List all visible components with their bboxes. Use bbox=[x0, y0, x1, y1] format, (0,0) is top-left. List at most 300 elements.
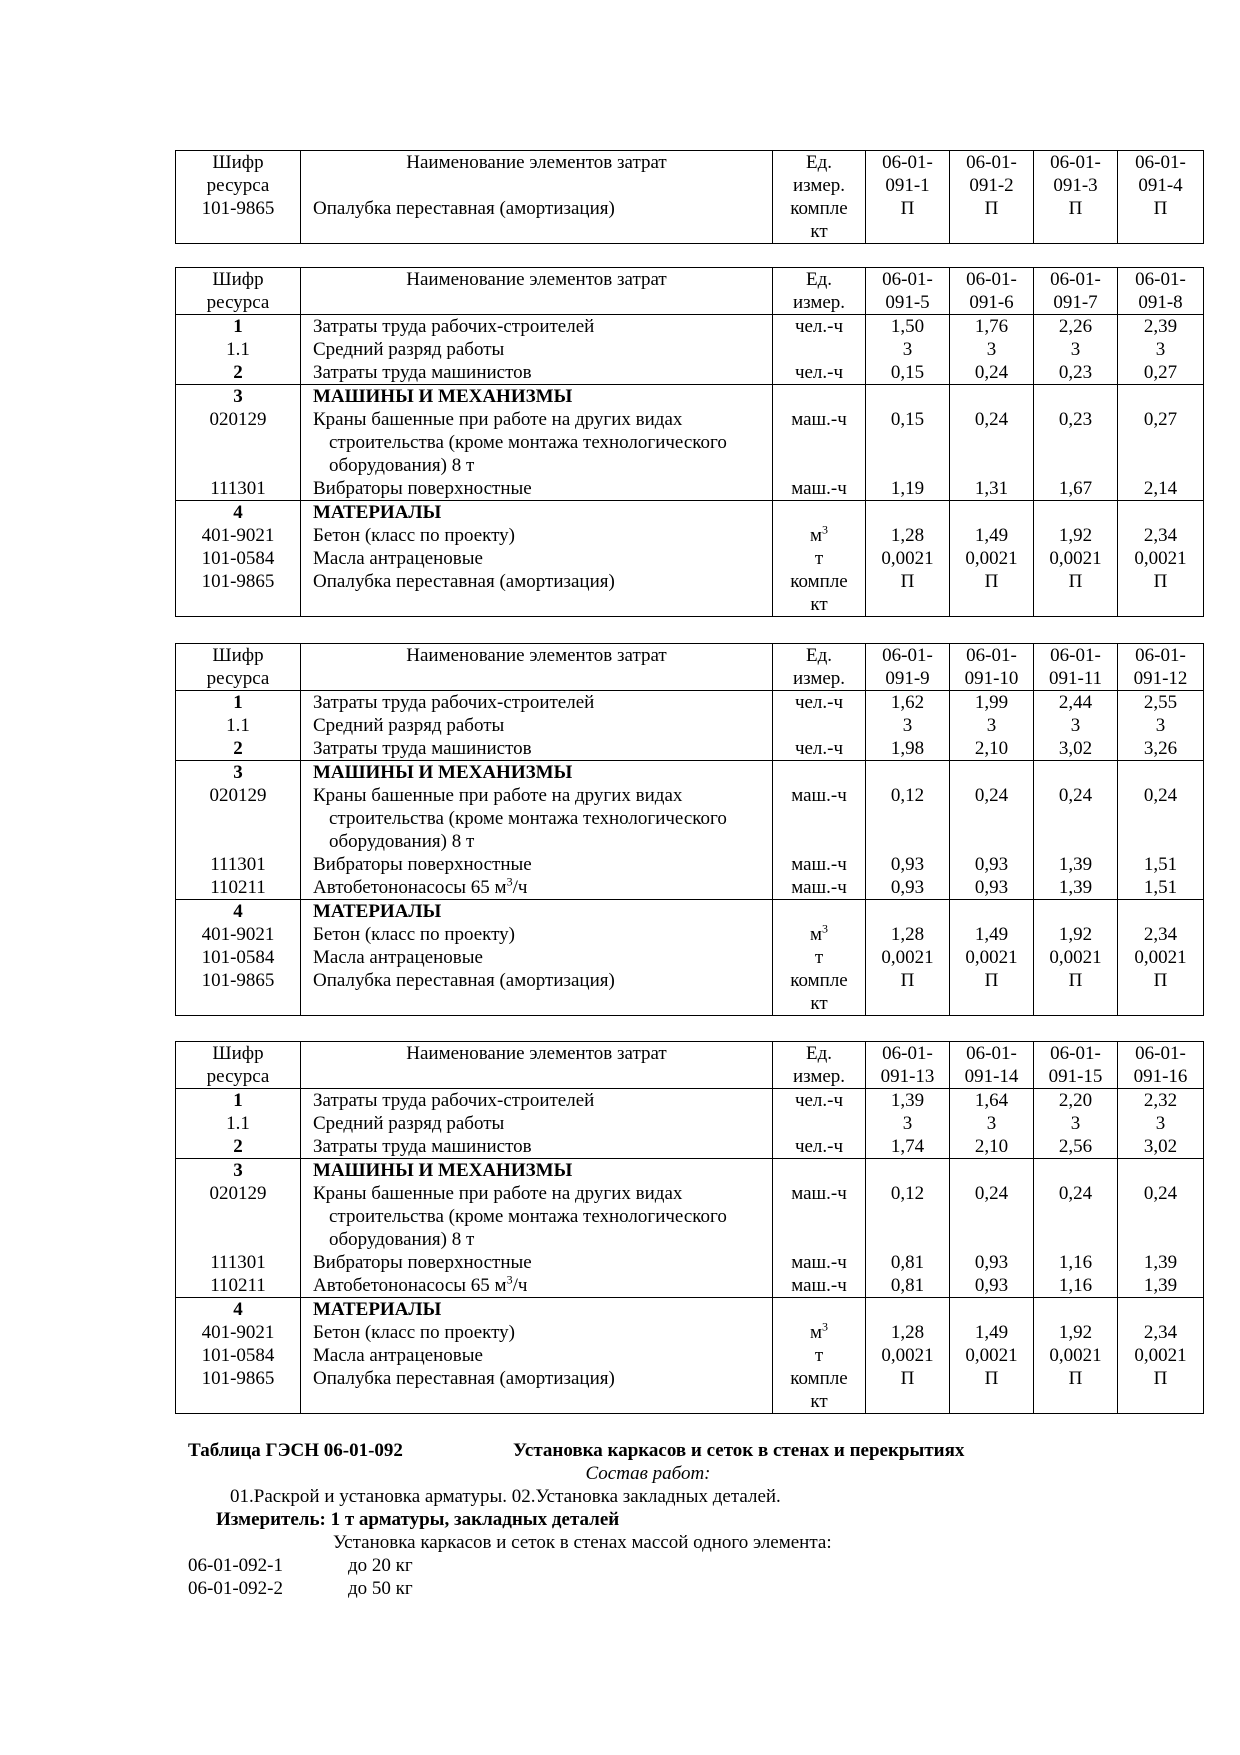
unit: чел.-ч bbox=[773, 1089, 866, 1113]
table-row bbox=[176, 969, 1204, 1016]
column-code: 06-01- bbox=[1135, 152, 1186, 173]
value-cell: 0,0021 bbox=[1034, 946, 1118, 969]
column-code-suffix: 091-9 bbox=[885, 668, 930, 689]
row-number: 3 bbox=[176, 761, 301, 785]
unit: чел.-ч bbox=[773, 691, 866, 715]
column-code: 06-01- bbox=[1050, 152, 1101, 173]
unit: маш.-ч bbox=[773, 1182, 866, 1251]
column-code-suffix: 091-5 bbox=[885, 292, 930, 313]
value-cell: 0,0021 bbox=[950, 547, 1034, 570]
column-code: 06-01- bbox=[882, 152, 933, 173]
resource-name: Опалубка переставная (амортизация) bbox=[301, 969, 773, 1016]
table-row bbox=[176, 1135, 1204, 1159]
table-row bbox=[176, 477, 1204, 501]
unit-line2: кт bbox=[810, 1391, 828, 1412]
row-number: 2 bbox=[176, 737, 301, 761]
code-header: Шифр bbox=[212, 269, 264, 290]
value-cell: П bbox=[950, 1367, 1034, 1414]
value-cell: 0,24 bbox=[1034, 1182, 1118, 1251]
value-cell: 1,39 bbox=[1034, 876, 1118, 900]
resource-table-091-9-12 bbox=[175, 643, 1204, 1016]
value-cell: 3 bbox=[1118, 714, 1204, 737]
list-item bbox=[188, 1554, 1208, 1577]
pump-name-suffix: /ч bbox=[512, 877, 528, 898]
column-code: 06-01- bbox=[966, 1043, 1017, 1064]
resource-code: 101-9865 bbox=[176, 1367, 301, 1414]
value-cell: П bbox=[1034, 1367, 1118, 1414]
value-cell: 0,0021 bbox=[1118, 946, 1204, 969]
unit-header: Ед. bbox=[805, 645, 833, 666]
value-cell: 0,93 bbox=[950, 1251, 1034, 1274]
resource-name: Опалубка переставная (амортизация) bbox=[301, 570, 773, 617]
value-cell: 3 bbox=[950, 714, 1034, 737]
value-cell: 3 bbox=[1034, 714, 1118, 737]
column-code-suffix: 091-7 bbox=[1053, 292, 1098, 313]
row-number: 1.1 bbox=[176, 714, 301, 737]
column-code-suffix: 091-14 bbox=[964, 1066, 1019, 1087]
value-cell: П bbox=[1034, 197, 1118, 244]
name-header: Наименование элементов затрат bbox=[406, 152, 667, 173]
resource-code: 020129 bbox=[176, 784, 301, 853]
resource-table-091-13-16 bbox=[175, 1041, 1204, 1414]
value-cell: 0,93 bbox=[866, 876, 950, 900]
unit-superscript: 3 bbox=[822, 921, 829, 936]
unit: маш.-ч bbox=[773, 477, 866, 501]
unit-header: Ед. bbox=[805, 269, 833, 290]
resource-code: 101-9865 bbox=[176, 197, 301, 244]
value-cell: 1,16 bbox=[1034, 1274, 1118, 1298]
value-cell: 2,20 bbox=[1034, 1089, 1118, 1113]
value-cell: 3 bbox=[950, 338, 1034, 361]
resource-name: Краны башенные при работе на других видах строительства (кроме монтажа технологического оборудования) 8 т bbox=[313, 785, 727, 852]
column-code: 06-01- bbox=[1050, 1043, 1101, 1064]
value-cell: 0,24 bbox=[950, 784, 1034, 853]
composition-text: 01.Раскрой и установка арматуры. 02.Установка закладных деталей. bbox=[230, 1486, 781, 1507]
value-cell: 0,24 bbox=[1118, 1182, 1204, 1251]
resource-name bbox=[301, 1274, 773, 1298]
value-cell: 0,0021 bbox=[866, 1344, 950, 1367]
unit: маш.-ч bbox=[773, 784, 866, 853]
table-header-row bbox=[176, 644, 1204, 691]
resource-code: 101-0584 bbox=[176, 946, 301, 969]
resource-name: Средний разряд работы bbox=[301, 1112, 773, 1135]
value-cell: 0,0021 bbox=[1118, 547, 1204, 570]
table-row bbox=[176, 338, 1204, 361]
value-cell: 2,32 bbox=[1118, 1089, 1204, 1113]
unit bbox=[773, 1321, 866, 1344]
table-row bbox=[176, 1089, 1204, 1113]
value-cell: 1,51 bbox=[1118, 853, 1204, 876]
table-row bbox=[176, 1367, 1204, 1414]
value-cell: 0,12 bbox=[866, 784, 950, 853]
value-cell: 0,0021 bbox=[866, 547, 950, 570]
resource-name: Краны башенные при работе на других видах строительства (кроме монтажа технологического оборудования) 8 т bbox=[313, 1183, 727, 1250]
unit-line2: кт bbox=[810, 221, 828, 242]
value-cell: 1,92 bbox=[1034, 524, 1118, 547]
table-header-row bbox=[176, 268, 1204, 315]
table-row bbox=[176, 853, 1204, 876]
name-header: Наименование элементов затрат bbox=[406, 269, 667, 290]
column-code: 06-01- bbox=[882, 1043, 933, 1064]
table-row bbox=[176, 1344, 1204, 1367]
resource-name: Затраты труда машинистов bbox=[301, 1135, 773, 1159]
resource-name: Опалубка переставная (амортизация) bbox=[301, 197, 773, 244]
resource-code: 110211 bbox=[176, 1274, 301, 1298]
value-cell: 0,0021 bbox=[1034, 1344, 1118, 1367]
value-cell: 0,81 bbox=[866, 1251, 950, 1274]
column-code-suffix: 091-2 bbox=[969, 175, 1014, 196]
composition-title: Состав работ: bbox=[585, 1463, 711, 1484]
resource-code: 401-9021 bbox=[176, 923, 301, 946]
table-row bbox=[176, 524, 1204, 547]
table-row bbox=[176, 691, 1204, 715]
resource-name: Масла антраценовые bbox=[301, 946, 773, 969]
unit bbox=[773, 524, 866, 547]
table-row bbox=[176, 547, 1204, 570]
column-code-suffix: 091-15 bbox=[1048, 1066, 1103, 1087]
table-row bbox=[176, 197, 1204, 244]
code-header: Шифр bbox=[212, 645, 264, 666]
column-code: 06-01- bbox=[1050, 645, 1101, 666]
section-title: МАШИНЫ И МЕХАНИЗМЫ bbox=[301, 1159, 773, 1183]
value-cell: 1,76 bbox=[950, 315, 1034, 339]
resource-name: Вибраторы поверхностные bbox=[301, 477, 773, 501]
section-title: МАТЕРИАЛЫ bbox=[301, 501, 773, 525]
value-cell: 2,14 bbox=[1118, 477, 1204, 501]
resource-name: Масла антраценовые bbox=[301, 1344, 773, 1367]
table-row bbox=[176, 315, 1204, 339]
value-cell: П bbox=[1034, 570, 1118, 617]
value-cell: 1,67 bbox=[1034, 477, 1118, 501]
item-code: 06-01-092-1 bbox=[188, 1555, 283, 1576]
value-cell: 0,81 bbox=[866, 1274, 950, 1298]
value-cell: 1,98 bbox=[866, 737, 950, 761]
resource-code: 101-9865 bbox=[176, 969, 301, 1016]
row-number: 3 bbox=[176, 385, 301, 409]
value-cell: П bbox=[1118, 969, 1204, 1016]
unit: чел.-ч bbox=[773, 315, 866, 339]
resource-name: Затраты труда рабочих-строителей bbox=[301, 1089, 773, 1113]
unit-header: Ед. bbox=[805, 152, 833, 173]
code-header: Шифр bbox=[212, 1043, 264, 1064]
resource-name: Затраты труда машинистов bbox=[301, 361, 773, 385]
item-text: до 20 кг bbox=[348, 1555, 413, 1576]
value-cell: 1,39 bbox=[1118, 1251, 1204, 1274]
table-row bbox=[176, 784, 1204, 853]
value-cell: 3 bbox=[866, 1112, 950, 1135]
resource-code: 101-9865 bbox=[176, 570, 301, 617]
name-header: Наименование элементов затрат bbox=[406, 1043, 667, 1064]
column-code: 06-01- bbox=[1050, 269, 1101, 290]
code-header-line2: ресурса bbox=[206, 292, 270, 313]
resource-name: Средний разряд работы bbox=[301, 714, 773, 737]
value-cell: П bbox=[1118, 197, 1204, 244]
value-cell: 1,31 bbox=[950, 477, 1034, 501]
value-cell: 0,93 bbox=[950, 853, 1034, 876]
row-number: 1 bbox=[176, 1089, 301, 1113]
column-code-suffix: 091-4 bbox=[1138, 175, 1183, 196]
value-cell: 1,28 bbox=[866, 1321, 950, 1344]
column-code: 06-01- bbox=[966, 152, 1017, 173]
value-cell: 3 bbox=[866, 338, 950, 361]
value-cell: 3 bbox=[1034, 1112, 1118, 1135]
resource-name: Вибраторы поверхностные bbox=[301, 853, 773, 876]
column-code-suffix: 091-11 bbox=[1048, 668, 1103, 689]
row-number: 3 bbox=[176, 1159, 301, 1183]
code-header-line2: ресурса bbox=[206, 175, 270, 196]
resource-code: 401-9021 bbox=[176, 524, 301, 547]
value-cell: 1,99 bbox=[950, 691, 1034, 715]
unit: маш.-ч bbox=[773, 1274, 866, 1298]
column-code-suffix: 091-8 bbox=[1138, 292, 1183, 313]
resource-table-091-1-4 bbox=[175, 150, 1204, 244]
next-table-section bbox=[188, 1439, 1208, 1600]
value-cell: 1,49 bbox=[950, 524, 1034, 547]
table-row bbox=[176, 1112, 1204, 1135]
value-cell: 0,24 bbox=[950, 361, 1034, 385]
value-cell: 3,02 bbox=[1034, 737, 1118, 761]
value-cell: П bbox=[1118, 1367, 1204, 1414]
value-cell: П bbox=[950, 197, 1034, 244]
unit-line2: кт bbox=[810, 993, 828, 1014]
row-number: 1.1 bbox=[176, 338, 301, 361]
table-row bbox=[176, 876, 1204, 900]
resource-name: Бетон (класс по проекту) bbox=[301, 923, 773, 946]
value-cell: 1,16 bbox=[1034, 1251, 1118, 1274]
value-cell: 1,39 bbox=[866, 1089, 950, 1113]
unit bbox=[773, 714, 866, 737]
value-cell: 2,55 bbox=[1118, 691, 1204, 715]
table-name: Установка каркасов и сеток в стенах и перекрытиях bbox=[513, 1440, 965, 1461]
unit: маш.-ч bbox=[773, 408, 866, 477]
resource-code: 111301 bbox=[176, 853, 301, 876]
value-cell: П bbox=[866, 197, 950, 244]
value-cell: 3 bbox=[1034, 338, 1118, 361]
value-cell: 0,23 bbox=[1034, 361, 1118, 385]
resource-name: Опалубка переставная (амортизация) bbox=[301, 1367, 773, 1414]
value-cell: 0,0021 bbox=[1118, 1344, 1204, 1367]
meter-label: Измеритель: bbox=[216, 1509, 326, 1530]
unit bbox=[773, 1112, 866, 1135]
resource-name: Бетон (класс по проекту) bbox=[301, 524, 773, 547]
value-cell: 2,34 bbox=[1118, 923, 1204, 946]
value-cell: 0,27 bbox=[1118, 408, 1204, 477]
code-header-line2: ресурса bbox=[206, 668, 270, 689]
unit bbox=[773, 923, 866, 946]
unit: чел.-ч bbox=[773, 361, 866, 385]
value-cell: 3 bbox=[866, 714, 950, 737]
column-code-suffix: 091-13 bbox=[880, 1066, 935, 1087]
resource-name: Краны башенные при работе на других видах строительства (кроме монтажа технологического оборудования) 8 т bbox=[313, 409, 727, 476]
table-header-row bbox=[176, 151, 1204, 198]
unit: т bbox=[773, 946, 866, 969]
pump-name-superscript: 3 bbox=[506, 874, 513, 889]
column-code-suffix: 091-6 bbox=[969, 292, 1014, 313]
meter-value: 1 т арматуры, закладных деталей bbox=[330, 1509, 620, 1530]
table-row bbox=[176, 408, 1204, 477]
row-number: 2 bbox=[176, 361, 301, 385]
unit-cubic: м bbox=[809, 1322, 823, 1343]
value-cell: 3,26 bbox=[1118, 737, 1204, 761]
column-code-suffix: 091-3 bbox=[1053, 175, 1098, 196]
value-cell: 0,24 bbox=[950, 408, 1034, 477]
resource-code: 020129 bbox=[176, 1182, 301, 1251]
value-cell: 0,24 bbox=[1034, 784, 1118, 853]
table-row bbox=[176, 1274, 1204, 1298]
table-title bbox=[188, 1439, 1208, 1462]
subtitle: Установка каркасов и сеток в стенах массой одного элемента: bbox=[333, 1532, 832, 1553]
unit: чел.-ч bbox=[773, 1135, 866, 1159]
table-row bbox=[176, 714, 1204, 737]
value-cell: 1,62 bbox=[866, 691, 950, 715]
column-code-suffix: 091-12 bbox=[1133, 668, 1188, 689]
value-cell: 0,93 bbox=[866, 853, 950, 876]
value-cell: 0,15 bbox=[866, 361, 950, 385]
value-cell: 1,74 bbox=[866, 1135, 950, 1159]
value-cell: 1,64 bbox=[950, 1089, 1034, 1113]
unit: т bbox=[773, 1344, 866, 1367]
resource-name: Масла антраценовые bbox=[301, 547, 773, 570]
row-number: 4 bbox=[176, 1298, 301, 1322]
column-code: 06-01- bbox=[1135, 645, 1186, 666]
value-cell: 1,39 bbox=[1034, 853, 1118, 876]
row-number: 4 bbox=[176, 900, 301, 924]
section-title: МАТЕРИАЛЫ bbox=[301, 1298, 773, 1322]
value-cell: 1,51 bbox=[1118, 876, 1204, 900]
resource-code: 111301 bbox=[176, 1251, 301, 1274]
resource-table-091-5-8 bbox=[175, 267, 1204, 617]
value-cell: 0,0021 bbox=[950, 1344, 1034, 1367]
code-header: Шифр bbox=[212, 152, 264, 173]
value-cell: 0,24 bbox=[1118, 784, 1204, 853]
table-row bbox=[176, 1251, 1204, 1274]
value-cell: 0,23 bbox=[1034, 408, 1118, 477]
value-cell: 1,19 bbox=[866, 477, 950, 501]
table-row bbox=[176, 1321, 1204, 1344]
row-number: 1 bbox=[176, 315, 301, 339]
unit: маш.-ч bbox=[773, 1251, 866, 1274]
resource-name: Средний разряд работы bbox=[301, 338, 773, 361]
unit-superscript: 3 bbox=[822, 522, 829, 537]
value-cell: 1,28 bbox=[866, 923, 950, 946]
resource-code: 110211 bbox=[176, 876, 301, 900]
value-cell: 0,0021 bbox=[1034, 547, 1118, 570]
value-cell: П bbox=[1118, 570, 1204, 617]
unit bbox=[773, 338, 866, 361]
value-cell: 3 bbox=[1118, 338, 1204, 361]
value-cell: 1,49 bbox=[950, 1321, 1034, 1344]
pump-name: Автобетононасосы 65 м bbox=[313, 1275, 507, 1296]
value-cell: 3 bbox=[950, 1112, 1034, 1135]
column-code: 06-01- bbox=[966, 645, 1017, 666]
unit: чел.-ч bbox=[773, 737, 866, 761]
resource-name: Затраты труда рабочих-строителей bbox=[301, 691, 773, 715]
unit: компле bbox=[790, 970, 848, 991]
table-row bbox=[176, 923, 1204, 946]
value-cell: 2,10 bbox=[950, 737, 1034, 761]
pump-name-superscript: 3 bbox=[506, 1272, 513, 1287]
value-cell: 1,92 bbox=[1034, 1321, 1118, 1344]
unit: компле bbox=[790, 1368, 848, 1389]
unit: компле bbox=[790, 198, 848, 219]
name-header: Наименование элементов затрат bbox=[406, 645, 667, 666]
value-cell: 2,44 bbox=[1034, 691, 1118, 715]
list-item bbox=[188, 1577, 1208, 1600]
item-text: до 50 кг bbox=[348, 1578, 413, 1599]
column-code: 06-01- bbox=[882, 645, 933, 666]
table-row bbox=[176, 1182, 1204, 1251]
value-cell: 1,28 bbox=[866, 524, 950, 547]
value-cell: 3 bbox=[1118, 1112, 1204, 1135]
value-cell: 2,39 bbox=[1118, 315, 1204, 339]
value-cell: 2,34 bbox=[1118, 524, 1204, 547]
value-cell: 3,02 bbox=[1118, 1135, 1204, 1159]
section-row bbox=[176, 385, 1204, 409]
resource-code: 020129 bbox=[176, 408, 301, 477]
table-row bbox=[176, 570, 1204, 617]
resource-code: 101-0584 bbox=[176, 1344, 301, 1367]
pump-name: Автобетононасосы 65 м bbox=[313, 877, 507, 898]
table-row bbox=[176, 946, 1204, 969]
value-cell: 0,24 bbox=[950, 1182, 1034, 1251]
section-row bbox=[176, 1298, 1204, 1322]
value-cell: 0,0021 bbox=[866, 946, 950, 969]
resource-name bbox=[301, 876, 773, 900]
value-cell: 2,26 bbox=[1034, 315, 1118, 339]
column-code: 06-01- bbox=[882, 269, 933, 290]
column-code: 06-01- bbox=[1135, 269, 1186, 290]
section-title: МАШИНЫ И МЕХАНИЗМЫ bbox=[301, 385, 773, 409]
table-row bbox=[176, 737, 1204, 761]
unit-superscript: 3 bbox=[822, 1319, 829, 1334]
table-header-row bbox=[176, 1042, 1204, 1089]
value-cell: 1,92 bbox=[1034, 923, 1118, 946]
value-cell: 2,10 bbox=[950, 1135, 1034, 1159]
unit: маш.-ч bbox=[773, 853, 866, 876]
row-number: 1 bbox=[176, 691, 301, 715]
column-code-suffix: 091-16 bbox=[1133, 1066, 1188, 1087]
section-title: МАШИНЫ И МЕХАНИЗМЫ bbox=[301, 761, 773, 785]
section-title: МАТЕРИАЛЫ bbox=[301, 900, 773, 924]
value-cell: 1,49 bbox=[950, 923, 1034, 946]
value-cell: П bbox=[866, 969, 950, 1016]
value-cell: 0,27 bbox=[1118, 361, 1204, 385]
item-code: 06-01-092-2 bbox=[188, 1578, 283, 1599]
unit: т bbox=[773, 547, 866, 570]
value-cell: 0,0021 bbox=[950, 946, 1034, 969]
column-code-suffix: 091-1 bbox=[885, 175, 930, 196]
resource-name: Бетон (класс по проекту) bbox=[301, 1321, 773, 1344]
unit-header: Ед. bbox=[805, 1043, 833, 1064]
unit-header-line2: измер. bbox=[792, 668, 846, 689]
row-number: 2 bbox=[176, 1135, 301, 1159]
value-cell: П bbox=[866, 570, 950, 617]
pump-name-suffix: /ч bbox=[512, 1275, 528, 1296]
unit-cubic: м bbox=[809, 525, 823, 546]
section-row bbox=[176, 501, 1204, 525]
table-row bbox=[176, 361, 1204, 385]
column-code: 06-01- bbox=[966, 269, 1017, 290]
row-number: 1.1 bbox=[176, 1112, 301, 1135]
value-cell: 0,12 bbox=[866, 1182, 950, 1251]
resource-name: Затраты труда рабочих-строителей bbox=[301, 315, 773, 339]
resource-name: Вибраторы поверхностные bbox=[301, 1251, 773, 1274]
resource-code: 111301 bbox=[176, 477, 301, 501]
value-cell: 1,50 bbox=[866, 315, 950, 339]
column-code-suffix: 091-10 bbox=[964, 668, 1019, 689]
table-label: Таблица ГЭСН 06-01-092 bbox=[188, 1440, 403, 1461]
column-code: 06-01- bbox=[1135, 1043, 1186, 1064]
